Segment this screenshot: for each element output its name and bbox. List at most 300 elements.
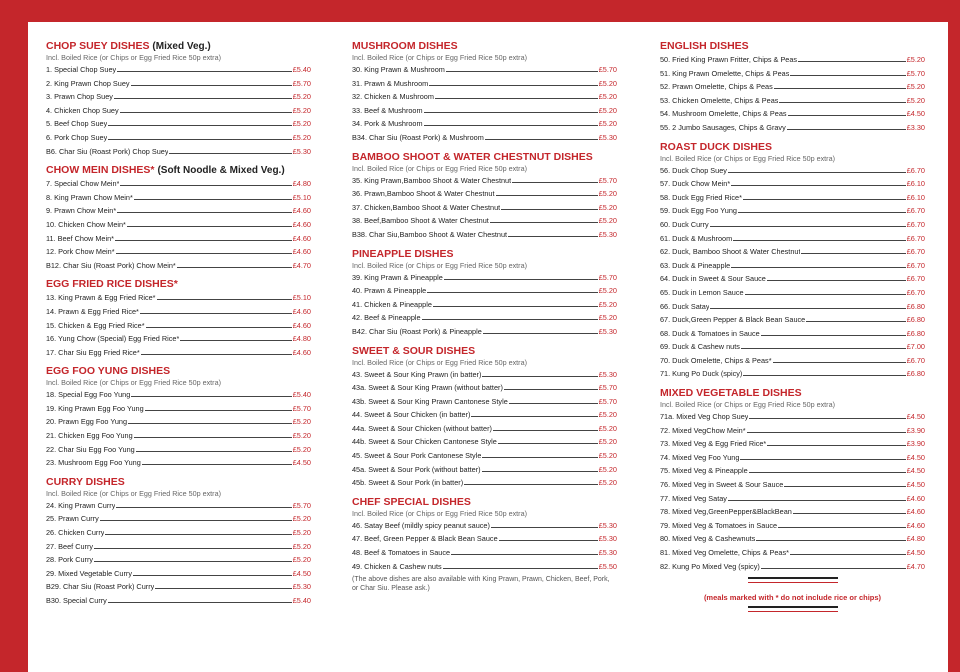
- menu-item-price: £4.50: [906, 548, 925, 557]
- menu-item: [46, 291, 311, 305]
- leader-line: [141, 354, 292, 355]
- menu-item-price: £5.30: [598, 229, 617, 239]
- menu-item: [352, 476, 617, 490]
- leader-line: [142, 464, 292, 465]
- menu-item-name: 2. King Prawn Chop Suey: [46, 78, 130, 88]
- section-title-text: MUSHROOM DISHES: [352, 40, 458, 52]
- section-note: Incl. Boiled Rice (or Chips or Egg Fried Rice 50p extra): [46, 378, 221, 388]
- leader-line: [767, 445, 905, 446]
- leader-line: [749, 418, 905, 419]
- menu-item: [46, 177, 311, 191]
- menu-item-name: 10. Chicken Chow Mein*: [46, 219, 126, 229]
- menu-section: [46, 164, 311, 272]
- menu-item: [660, 424, 925, 438]
- menu-item-name: 36. Prawn,Bamboo Shoot & Water Chestnut: [352, 189, 495, 199]
- menu-item-name: 46. Satay Beef (mildly spicy peanut sauce): [352, 520, 490, 530]
- menu-page: [28, 22, 948, 672]
- menu-item: [660, 232, 925, 246]
- menu-section: [660, 141, 925, 382]
- leader-line: [504, 389, 598, 390]
- menu-item-price: £4.60: [292, 347, 311, 357]
- menu-item: [660, 560, 925, 574]
- section-title: [46, 365, 311, 378]
- menu-item: [352, 325, 617, 339]
- leader-line: [131, 85, 292, 86]
- menu-item-price: £5.20: [292, 132, 311, 142]
- leader-line: [774, 88, 906, 89]
- menu-item: [352, 63, 617, 77]
- menu-item-name: 31. Prawn & Mushroom: [352, 78, 429, 88]
- menu-item: [352, 532, 617, 546]
- menu-item: [660, 410, 925, 424]
- menu-item-price: £5.70: [906, 68, 925, 78]
- menu-item-name: 77. Mixed Veg Satay: [660, 493, 727, 503]
- menu-item: [660, 259, 925, 273]
- leader-line: [728, 172, 906, 173]
- menu-item-name: 32. Chicken & Mushroom: [352, 92, 434, 102]
- menu-column-2: [352, 40, 617, 599]
- menu-item: [46, 499, 311, 513]
- leader-line: [798, 61, 906, 62]
- meals-note: (meals marked with * do not include rice or chips): [703, 593, 882, 603]
- menu-item-name: 44. Sweet & Sour Chicken (in batter): [352, 410, 471, 420]
- menu-item-price: £6.10: [906, 192, 925, 202]
- menu-item-name: 61. Duck & Mushroom: [660, 233, 733, 243]
- leader-line: [433, 306, 598, 307]
- section-note: Incl. Boiled Rice (or Chips or Egg Fried Rice 50p extra): [352, 357, 527, 367]
- menu-item: [352, 201, 617, 215]
- menu-item-price: £5.20: [598, 464, 617, 474]
- menu-item-price: £5.10: [292, 293, 311, 303]
- menu-item-price: £6.70: [906, 219, 925, 229]
- section-title: [352, 151, 617, 164]
- menu-item-price: £4.60: [906, 520, 925, 530]
- section-note: Incl. Boiled Rice (or Chips or Egg Fried Rice 50p extra): [46, 488, 221, 498]
- menu-item-price: £4.60: [292, 219, 311, 229]
- leader-line: [733, 240, 906, 241]
- leader-line: [784, 486, 905, 487]
- menu-item: [352, 395, 617, 409]
- leader-line: [787, 129, 906, 130]
- menu-item-price: £5.70: [598, 396, 617, 406]
- menu-item: [660, 107, 925, 121]
- menu-item-name: 9. Prawn Chow Mein*: [46, 206, 117, 216]
- menu-item: [46, 332, 311, 346]
- section-title-text: CHEF SPECIAL DISHES: [352, 495, 471, 508]
- leader-line: [140, 313, 292, 314]
- section-title: [660, 141, 925, 154]
- leader-line: [496, 195, 598, 196]
- menu-item-name: B42. Char Siu (Roast Pork) & Pineapple: [352, 326, 482, 336]
- menu-item-name: 37. Chicken,Bamboo Shoot & Water Chestnut: [352, 202, 501, 212]
- menu-item-price: £5.30: [598, 132, 617, 142]
- menu-item-name: 43a. Sweet & Sour King Prawn (without batter): [352, 383, 503, 393]
- menu-item: [46, 245, 311, 259]
- menu-item-price: £5.70: [292, 78, 311, 88]
- menu-item-price: £5.70: [598, 383, 617, 393]
- menu-item-name: 24. King Prawn Curry: [46, 500, 116, 510]
- menu-item-name: 71. Kung Po Duck (spicy): [660, 369, 743, 379]
- section-title-text: BAMBOO SHOOT & WATER CHESTNUT DISHES: [352, 150, 593, 163]
- menu-item-name: 78. Mixed Veg,GreenPepper&BlackBean: [660, 507, 792, 517]
- leader-line: [424, 112, 598, 113]
- leader-line: [422, 319, 598, 320]
- section-title-suffix: (Mixed Veg.): [152, 41, 211, 52]
- menu-item: [352, 271, 617, 285]
- menu-item-name: 44b. Sweet & Sour Chicken Cantonese Style: [352, 437, 497, 447]
- leader-line: [490, 222, 598, 223]
- section-title-text: ENGLISH DISHES: [660, 40, 749, 52]
- menu-item: [352, 174, 617, 188]
- leader-line: [115, 240, 292, 241]
- menu-item: [660, 121, 925, 135]
- leader-line: [749, 472, 906, 473]
- menu-item-price: £5.30: [598, 534, 617, 544]
- menu-item-price: £4.60: [906, 493, 925, 503]
- leader-line: [120, 185, 291, 186]
- menu-item-price: £5.20: [292, 417, 311, 427]
- menu-item: [660, 67, 925, 81]
- section-note: Incl. Boiled Rice (or Chips or Egg Fried Rice 50p extra): [352, 260, 527, 270]
- menu-item-price: £6.70: [906, 274, 925, 284]
- menu-item-name: 6. Pork Chop Suey: [46, 132, 108, 142]
- menu-item-price: £5.20: [292, 92, 311, 102]
- section-title: [352, 248, 617, 261]
- menu-item: [46, 145, 311, 159]
- menu-item-price: £5.70: [598, 65, 617, 74]
- leader-line: [116, 507, 291, 508]
- menu-item: [660, 340, 925, 354]
- menu-item-name: 69. Duck & Cashew nuts: [660, 342, 740, 352]
- menu-item-price: £5.20: [598, 299, 617, 309]
- menu-item-price: £5.40: [292, 65, 311, 74]
- menu-item-price: £4.80: [292, 334, 311, 344]
- menu-item-price: £3.90: [906, 425, 925, 435]
- menu-item-price: £6.70: [906, 233, 925, 243]
- leader-line: [133, 575, 292, 576]
- section-note: Incl. Boiled Rice (or Chips or Egg Fried Rice 50p extra): [46, 53, 221, 62]
- menu-item: [660, 367, 925, 381]
- leader-line: [482, 376, 597, 377]
- menu-item-name: 53. Chicken Omelette, Chips & Peas: [660, 95, 779, 105]
- leader-line: [801, 253, 905, 254]
- menu-item-name: 62. Duck, Bamboo Shoot & Water Chestnut: [660, 247, 801, 257]
- menu-item-name: 67. Duck,Green Pepper & Black Bean Sauce: [660, 315, 806, 325]
- menu-item-name: 48. Beef & Tomatoes in Sauce: [352, 548, 451, 558]
- menu-item-price: £5.70: [598, 272, 617, 282]
- menu-item-name: 58. Duck Egg Fried Rice*: [660, 192, 742, 202]
- menu-item-name: 33. Beef & Mushroom: [352, 105, 423, 115]
- menu-item: [352, 519, 617, 533]
- menu-item-price: £5.20: [292, 431, 311, 441]
- menu-item-price: £5.30: [598, 326, 617, 336]
- menu-item-price: £5.40: [292, 596, 311, 605]
- menu-item-price: £6.70: [906, 355, 925, 365]
- section-title: [46, 40, 311, 53]
- menu-item: [352, 77, 617, 91]
- menu-item-price: £5.20: [292, 444, 311, 454]
- leader-line: [177, 267, 292, 268]
- menu-item-price: £6.70: [906, 206, 925, 216]
- menu-item-name: 39. King Prawn & Pineapple: [352, 272, 443, 282]
- section-title: [352, 496, 617, 509]
- leader-line: [134, 199, 292, 200]
- menu-item: [660, 505, 925, 519]
- menu-item-price: £5.70: [292, 403, 311, 413]
- menu-item: [660, 300, 925, 314]
- menu-item: [46, 553, 311, 567]
- menu-item-price: £6.70: [906, 247, 925, 257]
- chopsticks-divider: [748, 606, 838, 612]
- menu-item-name: 42. Beef & Pineapple: [352, 313, 421, 323]
- leader-line: [100, 520, 292, 521]
- menu-item-name: 45a. Sweet & Sour Pork (without batter): [352, 464, 481, 474]
- menu-item-price: £7.00: [906, 342, 925, 352]
- section-title: [660, 387, 925, 400]
- section-title-text: CURRY DISHES: [46, 475, 125, 488]
- menu-item-name: 1. Special Chop Suey: [46, 65, 117, 74]
- menu-item-name: B12. Char Siu (Roast Pork) Chow Mein*: [46, 260, 176, 270]
- section-title-text: ROAST DUCK DISHES: [660, 140, 773, 153]
- menu-item-price: £4.60: [292, 247, 311, 257]
- leader-line: [136, 451, 292, 452]
- menu-item-name: 49. Chicken & Cashew nuts: [352, 561, 442, 571]
- menu-item-name: 64. Duck in Sweet & Sour Sauce: [660, 274, 766, 284]
- leader-line: [501, 209, 598, 210]
- menu-section: [352, 151, 617, 242]
- menu-item-name: 12. Pork Chow Mein*: [46, 247, 115, 257]
- menu-item-name: 8. King Prawn Chow Mein*: [46, 192, 133, 202]
- menu-item-price: £5.20: [598, 119, 617, 129]
- menu-item: [352, 449, 617, 463]
- section-title: [46, 476, 311, 489]
- leader-line: [790, 554, 906, 555]
- menu-item-price: £6.70: [906, 287, 925, 297]
- leader-line: [145, 410, 292, 411]
- menu-item-name: 26. Chicken Curry: [46, 528, 105, 538]
- menu-item-name: 27. Beef Curry: [46, 541, 94, 551]
- menu-item-name: 23. Mushroom Egg Foo Yung: [46, 458, 141, 468]
- menu-item-price: £6.80: [906, 315, 925, 325]
- menu-item: [660, 327, 925, 341]
- section-note: Incl. Boiled Rice (or Chips or Egg Fried Rice 50p extra): [660, 400, 835, 410]
- menu-item: [352, 104, 617, 118]
- leader-line: [127, 226, 292, 227]
- leader-line: [731, 267, 906, 268]
- menu-item-price: £4.50: [292, 458, 311, 468]
- menu-section: [46, 476, 311, 608]
- menu-item: [660, 218, 925, 232]
- chopsticks-divider: [748, 577, 838, 583]
- leader-line: [778, 527, 906, 528]
- menu-item: [660, 478, 925, 492]
- menu-item-name: 30. King Prawn & Mushroom: [352, 65, 445, 74]
- leader-line: [485, 139, 598, 140]
- menu-item: [352, 214, 617, 228]
- leader-line: [424, 125, 598, 126]
- menu-item-price: £5.30: [292, 582, 311, 592]
- leader-line: [741, 348, 906, 349]
- menu-item: [46, 580, 311, 594]
- menu-item: [352, 560, 617, 574]
- menu-item: [352, 187, 617, 201]
- menu-item: [46, 594, 311, 608]
- menu-item-price: £6.80: [906, 328, 925, 338]
- section-title: [46, 278, 311, 291]
- section-title-text: MIXED VEGETABLE DISHES: [660, 387, 802, 400]
- leader-line: [806, 321, 906, 322]
- menu-item-name: 35. King Prawn,Bamboo Shoot & Water Chestnut: [352, 175, 512, 185]
- menu-item-name: 7. Special Chow Mein*: [46, 179, 120, 189]
- section-title-suffix: (Soft Noodle & Mixed Veg.): [157, 165, 285, 177]
- menu-item: [46, 77, 311, 91]
- leader-line: [790, 75, 905, 76]
- menu-item: [660, 313, 925, 327]
- menu-item-name: 29. Mixed Vegetable Curry: [46, 568, 132, 578]
- menu-item: [46, 388, 311, 402]
- menu-item: [660, 245, 925, 259]
- section-title-text: EGG FOO YUNG DISHES: [46, 365, 171, 378]
- leader-line: [94, 561, 292, 562]
- menu-item-name: 68. Duck & Tomatoes in Sauce: [660, 328, 760, 338]
- menu-item: [46, 402, 311, 416]
- section-footnote: (The above dishes are also available with King Prawn, Prawn, Chicken, Beef, Pork, or Char Siu. Please ask.): [352, 576, 610, 593]
- menu-item: [46, 319, 311, 333]
- menu-item-name: 63. Duck & Pineapple: [660, 260, 731, 270]
- menu-item-name: 51. King Prawn Omelette, Chips & Peas: [660, 68, 790, 78]
- menu-item-price: £5.20: [292, 528, 311, 538]
- menu-item: [46, 443, 311, 457]
- menu-item-name: 3. Prawn Chop Suey: [46, 92, 113, 102]
- menu-item-price: £5.20: [906, 95, 925, 105]
- leader-line: [105, 534, 291, 535]
- menu-item: [46, 218, 311, 232]
- leader-line: [738, 212, 906, 213]
- section-title-text: PINEAPPLE DISHES: [352, 247, 454, 260]
- menu-item-name: 18. Special Egg Foo Yung: [46, 390, 131, 400]
- leader-line: [444, 279, 598, 280]
- leader-line: [108, 139, 291, 140]
- menu-item-name: 47. Beef, Green Pepper & Black Bean Sauce: [352, 534, 498, 544]
- section-title: [660, 40, 925, 53]
- menu-item-name: B6. Char Siu (Roast Pork) Chop Suey: [46, 146, 169, 156]
- menu-section: [352, 248, 617, 339]
- leader-line: [471, 416, 597, 417]
- menu-item: [660, 53, 925, 67]
- menu-item-name: 25. Prawn Curry: [46, 514, 99, 524]
- menu-item-price: £5.20: [598, 313, 617, 323]
- menu-item-price: £5.20: [598, 105, 617, 115]
- menu-item-name: 19. King Prawn Egg Foo Yung: [46, 403, 144, 413]
- menu-item-name: 54. Mushroom Omelette, Chips & Peas: [660, 109, 787, 119]
- menu-item: [46, 540, 311, 554]
- menu-item-price: £6.80: [906, 369, 925, 379]
- leader-line: [491, 527, 598, 528]
- menu-item: [660, 437, 925, 451]
- leader-line: [443, 568, 598, 569]
- menu-item-name: 21. Chicken Egg Foo Yung: [46, 431, 133, 441]
- menu-item-name: 73. Mixed Veg & Egg Fried Rice*: [660, 439, 767, 449]
- menu-section: [352, 496, 617, 593]
- menu-item: [46, 456, 311, 470]
- menu-item-name: 79. Mixed Veg & Tomatoes in Sauce: [660, 520, 778, 530]
- section-title-text: CHOP SUEY DISHES: [46, 40, 150, 52]
- menu-item-name: 50. Fried King Prawn Fritter, Chips & Peas: [660, 55, 798, 64]
- leader-line: [761, 568, 906, 569]
- menu-item-name: 22. Char Siu Egg Foo Yung: [46, 444, 135, 454]
- menu-item: [352, 311, 617, 325]
- section-note: Incl. Boiled Rice (or Chips or Egg Fried Rice 50p extra): [352, 53, 527, 62]
- leader-line: [120, 112, 292, 113]
- section-title: [352, 345, 617, 358]
- menu-item-price: £4.60: [292, 320, 311, 330]
- menu-item-price: £5.20: [598, 216, 617, 226]
- menu-item-price: £4.80: [906, 534, 925, 544]
- section-note: Incl. Boiled Rice (or Chips or Egg Fried Rice 50p extra): [660, 153, 835, 163]
- menu-item-name: 15. Chicken & Egg Fried Rice*: [46, 320, 145, 330]
- menu-item-name: 43b. Sweet & Sour King Prawn Cantonese Style: [352, 396, 508, 406]
- menu-item-name: 55. 2 Jumbo Sausages, Chips & Gravy: [660, 122, 786, 132]
- menu-item-price: £5.20: [598, 189, 617, 199]
- leader-line: [108, 125, 291, 126]
- section-title-text: EGG FRIED RICE DISHES*: [46, 278, 178, 291]
- leader-line: [747, 432, 906, 433]
- menu-item: [352, 435, 617, 449]
- leader-line: [508, 236, 598, 237]
- menu-section: [352, 345, 617, 490]
- menu-item-price: £5.20: [292, 119, 311, 129]
- menu-item-name: 17. Char Siu Egg Fried Rice*: [46, 347, 140, 357]
- leader-line: [743, 199, 906, 200]
- menu-item-price: £4.60: [906, 507, 925, 517]
- menu-item-price: £4.50: [906, 109, 925, 119]
- leader-line: [94, 548, 292, 549]
- menu-item: [660, 464, 925, 478]
- menu-item-price: £5.30: [292, 146, 311, 156]
- leader-line: [740, 459, 905, 460]
- leader-line: [761, 335, 906, 336]
- menu-item: [660, 519, 925, 533]
- menu-item-name: 59. Duck Egg Foo Yung: [660, 206, 737, 216]
- menu-item-price: £5.20: [598, 437, 617, 447]
- menu-item-name: 34. Pork & Mushroom: [352, 119, 423, 129]
- leader-line: [451, 554, 598, 555]
- menu-item-price: £4.70: [292, 260, 311, 270]
- menu-item-price: £3.90: [906, 439, 925, 449]
- section-note: Incl. Boiled Rice (or Chips or Egg Fried Rice 50p extra): [352, 508, 527, 518]
- menu-item-name: 65. Duck in Lemon Sauce: [660, 287, 744, 297]
- menu-item: [660, 94, 925, 108]
- leader-line: [116, 253, 292, 254]
- menu-item: [46, 117, 311, 131]
- section-note: Incl. Boiled Rice (or Chips or Egg Fried Rice 50p extra): [352, 163, 527, 173]
- menu-item-name: 40. Prawn & Pineapple: [352, 286, 427, 296]
- leader-line: [493, 430, 598, 431]
- leader-line: [773, 362, 906, 363]
- menu-item: [352, 463, 617, 477]
- leader-line: [509, 403, 598, 404]
- menu-section: [352, 40, 617, 145]
- menu-item-price: £5.40: [292, 390, 311, 400]
- leader-line: [146, 327, 292, 328]
- menu-item-name: 4. Chicken Chop Suey: [46, 105, 119, 115]
- menu-item: [46, 204, 311, 218]
- leader-line: [710, 308, 905, 309]
- menu-item-price: £4.60: [292, 233, 311, 243]
- menu-item: [46, 429, 311, 443]
- menu-item: [46, 346, 311, 360]
- leader-line: [498, 443, 598, 444]
